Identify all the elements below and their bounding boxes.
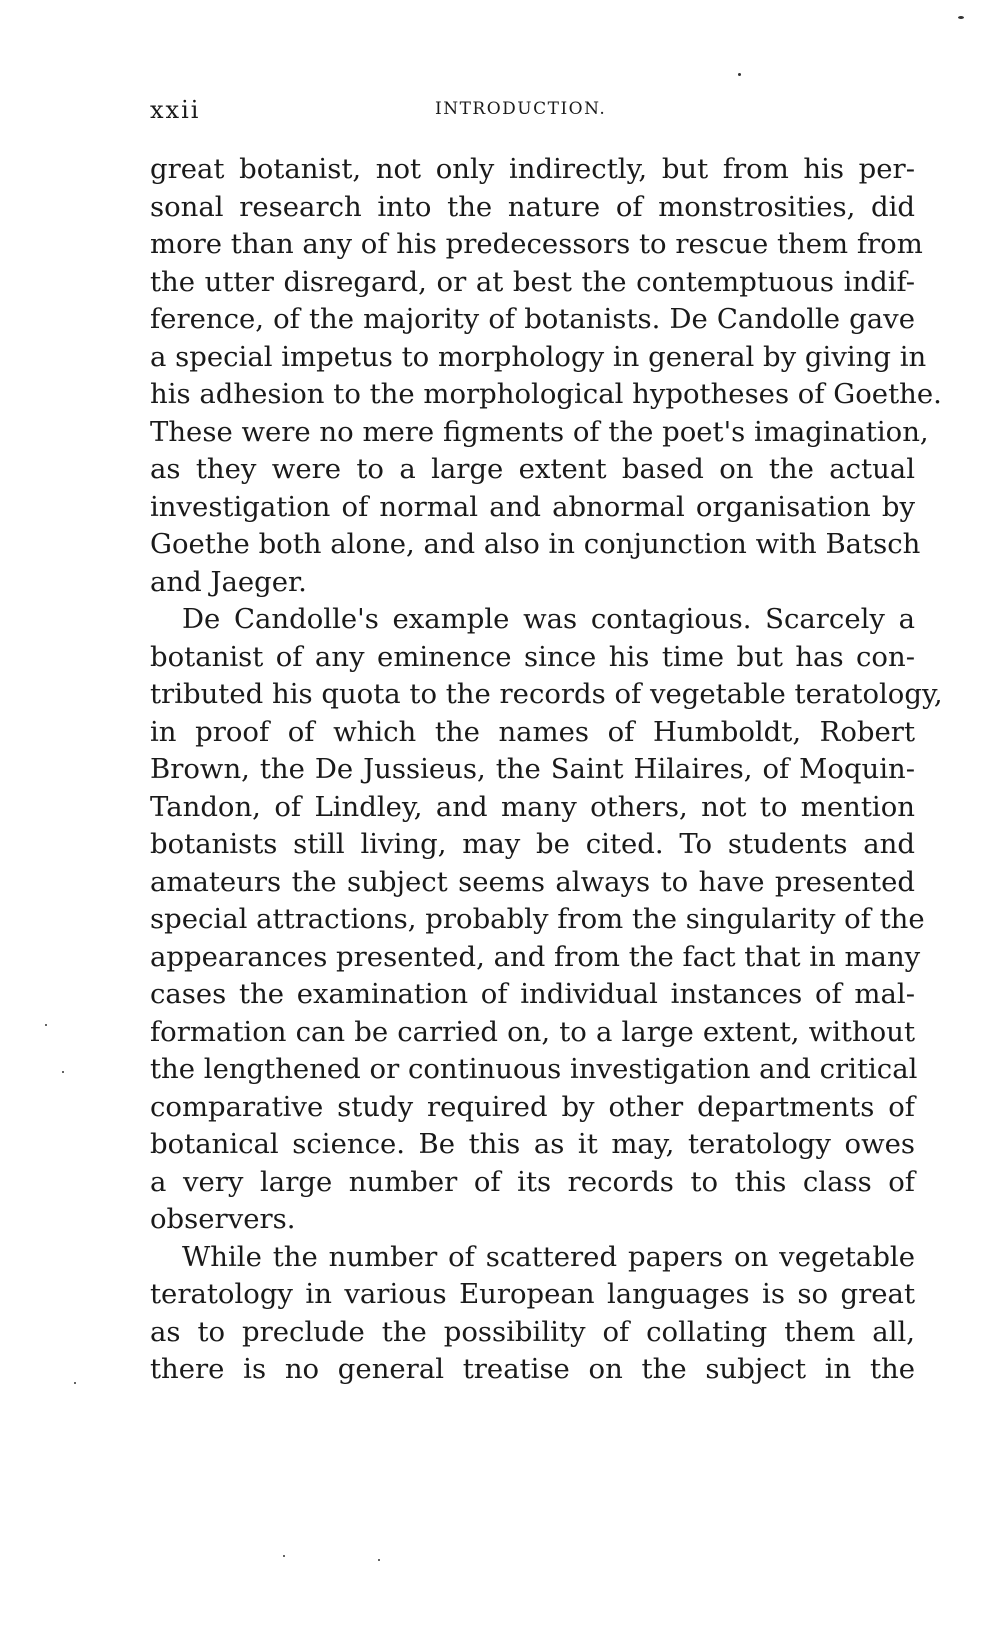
text-line: as to preclude the possibility of collating them all, bbox=[150, 1315, 915, 1348]
body-text bbox=[150, 151, 943, 1389]
paragraph-end-line: observers. bbox=[150, 1203, 296, 1235]
scan-speck bbox=[378, 1559, 380, 1561]
text-line: botanist of any eminence since his time but has con- bbox=[150, 640, 915, 673]
text-line: cases the examination of individual instances of mal- bbox=[150, 978, 915, 1010]
text-line: teratology in various European languages is so great bbox=[150, 1278, 915, 1310]
text-line: the lengthened or continuous investigation and critical bbox=[150, 1053, 918, 1085]
text-line: amateurs the subject seems always to have presented bbox=[150, 865, 915, 898]
text-line: great botanist, not only indirectly, but from his per- bbox=[150, 153, 915, 185]
text-line: Brown, the De Jussieus, the Saint Hilaires, of Moquin- bbox=[150, 753, 915, 785]
text-line: botanical science. Be this as it may, teratology owes bbox=[150, 1128, 915, 1160]
scan-speck bbox=[62, 1071, 64, 1073]
text-line: botanists still living, may be cited. To students and bbox=[150, 828, 915, 860]
scan-speck bbox=[958, 16, 964, 19]
text-line: These were no mere figments of the poet's imagination, bbox=[150, 415, 929, 448]
scan-speck bbox=[74, 1382, 76, 1384]
text-line: tributed his quota to the records of vegetable teratology, bbox=[150, 678, 943, 710]
text-line: ference, of the majority of botanists. De Candolle gave bbox=[150, 303, 915, 335]
section-title: INTRODUCTION. bbox=[435, 99, 607, 119]
scan-speck bbox=[45, 1024, 47, 1026]
text-line: in proof of which the names of Humboldt, Robert bbox=[150, 715, 915, 748]
text-line: more than any of his predecessors to rescue them from bbox=[150, 228, 923, 260]
text-line: formation can be carried on, to a large extent, without bbox=[150, 1015, 915, 1048]
text-line: a special impetus to morphology in general by giving in bbox=[150, 340, 927, 373]
paragraph-end-line: and Jaeger. bbox=[150, 565, 307, 598]
text-line: investigation of normal and abnormal organisation by bbox=[150, 490, 915, 523]
text-line: Tandon, of Lindley, and many others, not to mention bbox=[150, 790, 915, 823]
text-line: Goethe both alone, and also in conjunction with Batsch bbox=[150, 528, 921, 560]
scan-speck bbox=[738, 73, 741, 76]
text-line: special attractions, probably from the singularity of the bbox=[150, 903, 925, 935]
text-line: a very large number of its records to this class of bbox=[150, 1165, 915, 1198]
text-line: appearances presented, and from the fact that in many bbox=[150, 940, 921, 973]
scan-speck bbox=[283, 1555, 285, 1557]
text-line: as they were to a large extent based on the actual bbox=[150, 453, 915, 485]
paragraph-start-line: While the number of scattered papers on vegetable bbox=[182, 1240, 915, 1273]
text-line: sonal research into the nature of monstrosities, did bbox=[150, 190, 915, 223]
text-line: comparative study required by other departments of bbox=[150, 1090, 915, 1123]
paragraph-start-line: De Candolle's example was contagious. Scarcely a bbox=[182, 603, 915, 635]
page-number: xxii bbox=[150, 96, 201, 124]
text-line: the utter disregard, or at best the contemptuous indif- bbox=[150, 265, 915, 298]
text-line: there is no general treatise on the subject in the bbox=[150, 1353, 915, 1385]
text-line: his adhesion to the morphological hypotheses of Goethe. bbox=[150, 378, 942, 410]
running-head bbox=[150, 96, 915, 126]
